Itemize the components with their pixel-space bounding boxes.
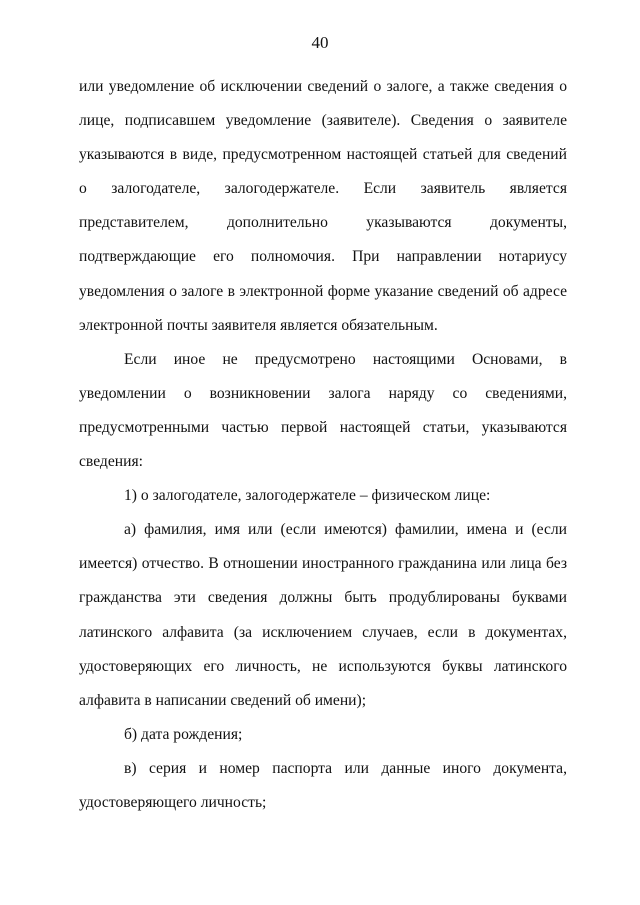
list-item-individual: 1) о залогодателе, залогодержателе – физическом лице: — [124, 487, 491, 505]
document-body — [79, 70, 567, 820]
page-number: 40 — [311, 33, 329, 52]
list-item-name: а) фамилия, имя или (если имеются) фамилии, имена и (если имеется) отчество. В отношении иностранного гражданина или лица без гражданства эти сведения должны быть продублированы буквами латинского алфавита (за исключением случаев, если в документах, удостоверяющих его личность, не используются буквы латинского алфавита в написании сведений об имени); — [79, 521, 567, 709]
paragraph-continuation: или уведомление об исключении сведений о залоге, а также сведения о лице, подписавшем уведомление (заявителе). Сведения о заявителе указываются в виде, предусмотренном настоящей статьей для сведений о залогодателе, залогодержателе. Если заявитель является представителем, дополнительно указываются документы, подтверждающие его полномочия. При направлении нотариусу уведомления о залоге в электронной форме указание сведений об адресе электронной почты заявителя является обязательным. — [79, 78, 567, 334]
list-item-birth-date: б) дата рождения; — [124, 725, 243, 743]
list-item-passport: в) серия и номер паспорта или данные иного документа, удостоверяющего личность; — [79, 759, 567, 811]
paragraph-pledge-notice: Если иное не предусмотрено настоящими Основами, в уведомлении о возникновении залога наряду со сведениями, предусмотренными частью первой настоящей статьи, указываются сведения: — [79, 350, 567, 471]
